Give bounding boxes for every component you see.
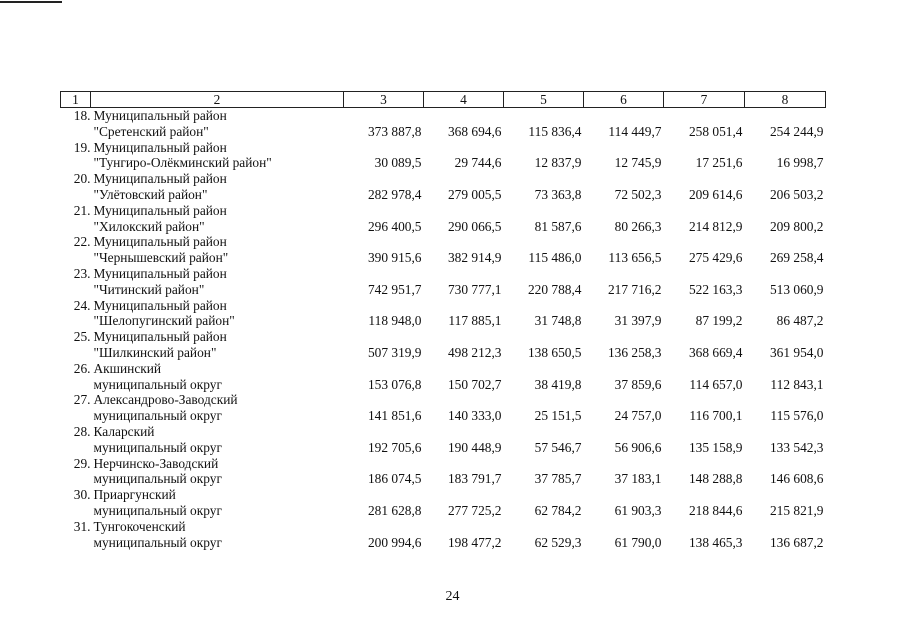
municipality-name [91,171,344,203]
municipality-title: "Сретенский район" [93,123,209,139]
municipality-name [91,140,344,172]
municipality-name [91,424,344,456]
value-cell-col8: 16 998,7 [776,155,824,171]
municipality-name [91,203,344,235]
municipality-name [91,392,344,424]
table-row [61,108,826,140]
value-cell-col3: 373 887,8 [367,123,422,139]
municipality-type: Акшинский [93,360,162,376]
value-cell-col4: 190 448,9 [447,439,502,455]
municipality-title: муниципальный округ [93,376,222,392]
value-cell-col7: 135 158,9 [688,439,743,455]
value-cell-col8: 209 800,2 [769,218,824,234]
value-cell-col5: 12 837,9 [534,155,582,171]
municipality-title: муниципальный округ [93,439,222,455]
value-cell-col6: 24 757,0 [614,408,662,424]
municipality-type: Муниципальный район [93,108,227,123]
table-row [61,361,826,393]
value-cell-col4: 150 702,7 [447,376,502,392]
value-cell-col5: 31 748,8 [534,313,582,329]
value-cell-col4: 730 777,1 [447,281,502,297]
value-cell-col3: 296 400,5 [367,218,422,234]
municipality-title: муниципальный округ [93,471,222,487]
table-row [61,266,826,298]
municipality-title: муниципальный округ [93,534,222,550]
value-cell-col4: 279 005,5 [447,186,502,202]
municipality-title: муниципальный округ [93,502,222,518]
page-number: 24 [445,589,460,604]
value-cell-col4: 498 212,3 [447,344,502,360]
table-row [61,203,826,235]
row-number: 30. [73,487,91,503]
value-cell-col5: 115 486,0 [528,250,582,266]
value-cell-col3: 507 319,9 [367,344,422,360]
value-cell-col5: 81 587,6 [534,218,582,234]
value-cell-col5: 138 650,5 [527,344,582,360]
table-row [61,392,826,424]
value-cell-col3: 192 705,6 [367,439,422,455]
municipality-name [91,266,344,298]
value-cell-col7: 138 465,3 [688,534,743,550]
municipality-title: "Читинский район" [93,281,205,297]
municipality-name [91,487,344,519]
value-cell-col7: 148 288,8 [688,471,743,487]
value-cell-col7: 209 614,6 [688,186,743,202]
municipality-type: Приаргунский [93,487,176,503]
table-body [61,108,826,551]
municipality-title: "Шилкинский район" [93,344,217,360]
municipality-type: Муниципальный район [93,202,227,218]
value-cell-col3: 141 851,6 [367,408,422,424]
value-cell-col6: 31 397,9 [614,313,662,329]
table-row [61,234,826,266]
table-row [61,456,826,488]
header-cell-1: 1 [61,92,91,108]
header-cell-2: 2 [91,92,344,108]
row-number: 19. [73,139,91,155]
municipality-name [91,456,344,488]
value-cell-col3: 153 076,8 [367,376,422,392]
value-cell-col3: 742 951,7 [367,281,422,297]
value-cell-col4: 368 694,6 [447,123,502,139]
value-cell-col4: 140 333,0 [447,408,502,424]
value-cell-col8: 146 608,6 [769,471,824,487]
value-cell-col8: 215 821,9 [769,502,824,518]
table-row [61,424,826,456]
value-cell-col4: 183 791,7 [447,471,502,487]
value-cell-col6: 61 790,0 [614,534,662,550]
value-cell-col4: 29 744,6 [454,155,502,171]
header-cell-4: 4 [424,92,504,108]
table-row [61,487,826,519]
row-number: 29. [73,455,91,471]
row-number: 26. [73,360,91,376]
value-cell-col4: 277 725,2 [447,502,502,518]
header-row [61,92,826,108]
value-cell-col5: 220 788,4 [527,281,582,297]
value-cell-col8: 254 244,9 [769,123,824,139]
value-cell-col7: 368 669,4 [688,344,743,360]
municipality-type: Муниципальный район [93,297,227,313]
table-row [61,329,826,361]
value-cell-col7: 114 657,0 [689,376,743,392]
header-cell-7: 7 [664,92,745,108]
value-cell-col3: 200 994,6 [367,534,422,550]
corner-rule [0,1,62,3]
value-cell-col6: 12 745,9 [614,155,662,171]
municipality-title: "Тунгиро-Олёкминский район" [93,155,272,171]
value-cell-col7: 87 199,2 [695,313,743,329]
row-number: 20. [73,171,91,187]
municipality-type: Муниципальный район [93,329,227,345]
value-cell-col6: 80 266,3 [614,218,662,234]
table-row [61,140,826,172]
value-cell-col6: 72 502,3 [614,186,662,202]
value-cell-col6: 61 903,3 [614,502,662,518]
row-number: 21. [73,202,91,218]
value-cell-col5: 115 836,4 [528,123,582,139]
value-cell-col8: 361 954,0 [769,344,824,360]
value-cell-col8: 206 503,2 [769,186,824,202]
header-cell-5: 5 [504,92,584,108]
value-cell-col4: 382 914,9 [447,250,502,266]
table-row [61,519,826,551]
value-cell-col3: 281 628,8 [367,502,422,518]
header-cell-3: 3 [344,92,424,108]
value-cell-col7: 258 051,4 [688,123,743,139]
municipality-title: "Хилокский район" [93,218,205,234]
municipality-type: Муниципальный район [93,265,227,281]
value-cell-col3: 186 074,5 [367,471,422,487]
value-cell-col3: 30 089,5 [374,155,422,171]
row-number: 28. [73,423,91,439]
value-cell-col4: 290 066,5 [447,218,502,234]
value-cell-col6: 136 258,3 [607,344,662,360]
value-cell-col3: 282 978,4 [367,186,422,202]
value-cell-col5: 37 785,7 [534,471,582,487]
row-number: 23. [73,265,91,281]
municipality-name [91,108,344,140]
value-cell-col8: 133 542,3 [769,439,824,455]
municipality-type: Тунгокоченский [93,518,186,534]
value-cell-col7: 116 700,1 [689,408,743,424]
municipality-name [91,298,344,330]
municipality-title: муниципальный округ [93,408,222,424]
municipality-type: Александрово-Заводский [93,392,238,408]
value-cell-col7: 214 812,9 [688,218,743,234]
value-cell-col5: 25 151,5 [534,408,582,424]
value-cell-col8: 136 687,2 [769,534,824,550]
municipality-name [91,329,344,361]
table-row [61,171,826,203]
value-cell-col6: 217 716,2 [607,281,662,297]
value-cell-col6: 37 859,6 [614,376,662,392]
row-number: 31. [73,518,91,534]
header-cell-8: 8 [745,92,826,108]
value-cell-col7: 275 429,6 [688,250,743,266]
value-cell-col8: 86 487,2 [776,313,824,329]
value-cell-col5: 57 546,7 [534,439,582,455]
value-cell-col8: 513 060,9 [769,281,824,297]
budget-table [60,91,826,550]
value-cell-col7: 17 251,6 [695,155,743,171]
value-cell-col6: 37 183,1 [614,471,662,487]
row-number: 18. [73,108,91,123]
municipality-title: "Улётовский район" [93,186,208,202]
value-cell-col8: 112 843,1 [770,376,824,392]
row-number: 22. [73,234,91,250]
value-cell-col5: 73 363,8 [534,186,582,202]
municipality-type: Нерчинско-Заводский [93,455,219,471]
municipality-type: Муниципальный район [93,171,227,187]
row-number: 27. [73,392,91,408]
row-number: 24. [73,297,91,313]
value-cell-col8: 269 258,4 [769,250,824,266]
value-cell-col5: 38 419,8 [534,376,582,392]
value-cell-col8: 115 576,0 [770,408,824,424]
value-cell-col4: 198 477,2 [447,534,502,550]
value-cell-col5: 62 784,2 [534,502,582,518]
value-cell-col3: 118 948,0 [368,313,422,329]
municipality-title: "Чернышевский район" [93,250,229,266]
row-number: 25. [73,329,91,345]
table-row [61,298,826,330]
value-cell-col6: 56 906,6 [614,439,662,455]
municipality-title: "Шелопугинский район" [93,313,235,329]
value-cell-col7: 218 844,6 [688,502,743,518]
value-cell-col7: 522 163,3 [688,281,743,297]
municipality-type: Муниципальный район [93,234,227,250]
municipality-name [91,361,344,393]
municipality-name [91,234,344,266]
municipality-type: Каларский [93,423,155,439]
municipality-type: Муниципальный район [93,139,227,155]
value-cell-col6: 114 449,7 [608,123,662,139]
header-cell-6: 6 [584,92,664,108]
value-cell-col6: 113 656,5 [608,250,662,266]
value-cell-col3: 390 915,6 [367,250,422,266]
value-cell-col4: 117 885,1 [448,313,502,329]
value-cell-col5: 62 529,3 [534,534,582,550]
municipality-name [91,519,344,551]
